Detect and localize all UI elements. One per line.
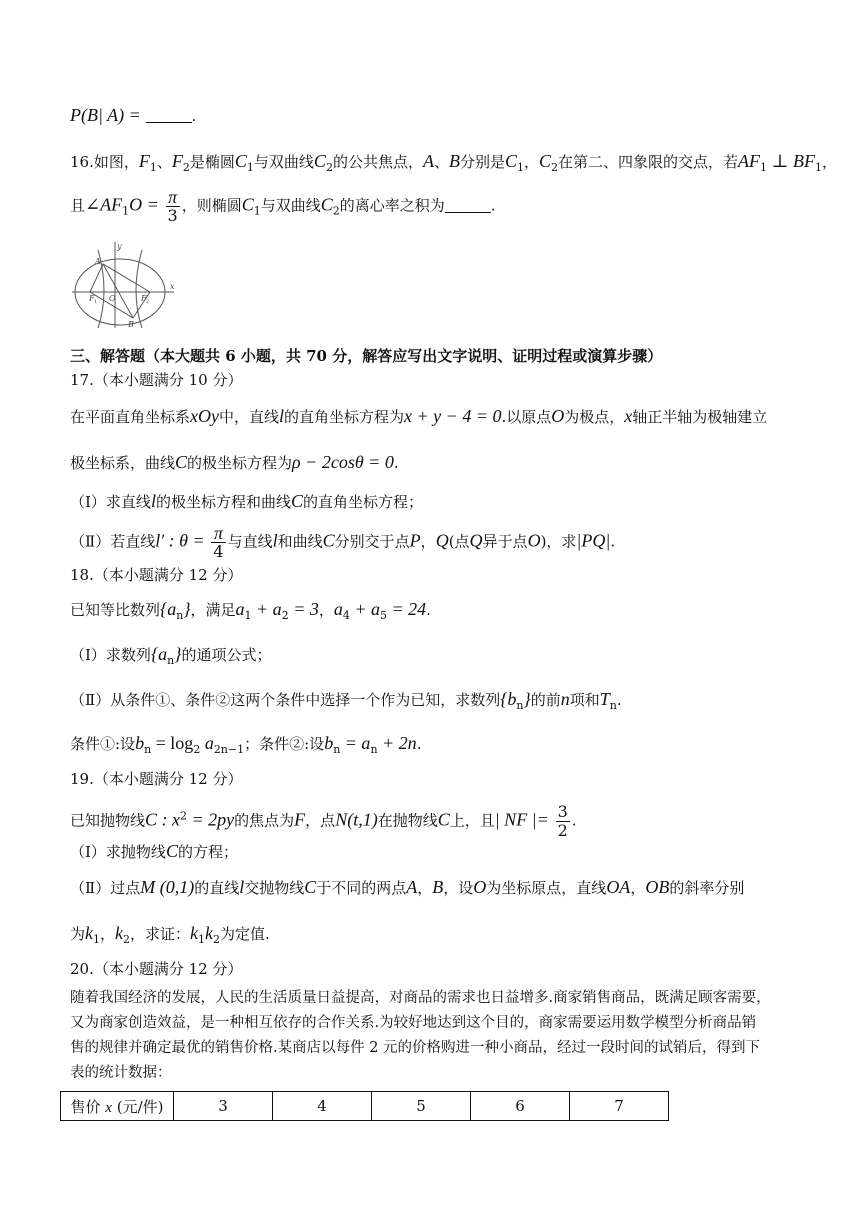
label-a: A [95, 257, 101, 266]
segment-ab [103, 264, 133, 318]
q18-head: 18.（本小题满分 12 分） [70, 566, 243, 584]
q18-part-2: （Ⅱ）从条件①、条件②这两个条件中选择一个作为已知，求数列$\{b_n\}$的前n项和$T_n$. [70, 689, 622, 712]
svg-text:1: 1 [94, 299, 98, 305]
answer-blank [445, 198, 491, 213]
three-halves: $\frac{3}{2}$ [557, 802, 568, 840]
price-table [60, 1091, 669, 1121]
svg-text:2: 2 [146, 299, 150, 305]
label-y: y [117, 242, 122, 251]
answer-blank [146, 108, 192, 123]
q19-line-1: 已知抛物线C : $x^2 = 2py$的焦点为F，点N(t,1)在抛物线C上，且| NF |= $\frac{3}{2}$ . [70, 802, 577, 840]
table-cell: 5 [372, 1092, 471, 1121]
q17-line-1: 在平面直角坐标系xOy中，直线l的直角坐标方程为x + y − 4 = 0.以原点O为极点，x轴正半轴为极轴建立 [70, 406, 768, 426]
section-title: 三、解答题（本大题共 6 小题，共 70 分，解答应写出文字说明、证明过程或演算步骤） [70, 347, 663, 365]
q20-para-2: 又为商家创造效益，是一种相互依存的合作关系.为较好地达到这个目的，商家需要运用数学模型分析商品销 [70, 1015, 757, 1031]
q18-line-1: 已知等比数列$\{a_n\}$，满足$a_1 + a_2 = 3$，$a_4 + a_5 = 24$. [70, 599, 431, 622]
q17-part-1: （Ⅰ）求直线l的极坐标方程和曲线C的直角坐标方程； [70, 491, 423, 511]
q17-part-2: （Ⅱ）若直线l′ : θ = $\frac{\pi}{4}$ 与直线l和曲线C分别交于点P，Q(点Q异于点O)，求|PQ|. [70, 523, 616, 561]
label-f1: F [89, 294, 95, 303]
conditional-probability: P(B| A) = [70, 105, 141, 125]
q19-part-1: （Ⅰ）求抛物线C的方程； [70, 841, 238, 861]
q19-part-2: （Ⅱ）过点M (0,1)的直线l交抛物线C于不同的两点A，B，设O为坐标原点，直线OA，OB的斜率分别 [70, 877, 745, 897]
label-x: x [170, 282, 175, 291]
table-header-price: 售价 x (元/件) [61, 1092, 174, 1121]
q20-head: 20.（本小题满分 12 分） [70, 960, 243, 978]
q16-line-2: 且$\angle AF_1O$ = $\frac{\pi}{3}$ ，则椭圆$C_1$与双曲线$C_2$的离心率之积为 . [70, 187, 496, 225]
label-f2: F [141, 294, 147, 303]
q20-para-4: 表的统计数据： [70, 1065, 172, 1081]
ellipse-hyperbola-figure [70, 238, 182, 330]
q18-part-1: （Ⅰ）求数列$\{a_n\}$的通项公式； [70, 644, 272, 667]
table-cell: 4 [273, 1092, 372, 1121]
table-cell: 7 [570, 1092, 669, 1121]
q18-conditions: 条件①:设$b_n = \log_2 a_{2n-1}$；条件②:设$b_n = a_n + 2n$. [70, 733, 422, 756]
q16-line-1: 16.如图，$F_1$、$F_2$是椭圆$C_1$与双曲线$C_2$的公共焦点，A、B分别是$C_1$，$C_2$在第二、四象限的交点，若$AF_1$ ⊥ $BF_1$， [70, 151, 837, 174]
quadrilateral-a-f1-b-f2 [90, 264, 150, 318]
q19-line-3: 为$k_1$，$k_2$，求证：$k_1k_2$为定值. [70, 923, 270, 946]
q20-para-1: 随着我国经济的发展，人民的生活质量日益提高，对商品的需求也日益增多.商家销售商品，既满足顾客需要， [70, 990, 771, 1006]
table-cell: 3 [174, 1092, 273, 1121]
q17-line-2: 极坐标系，曲线C的极坐标方程为ρ − 2cosθ = 0. [70, 452, 399, 472]
q20-para-3: 售的规律并确定最优的销售价格.某商店以每件 2 元的价格购进一种小商品，经过一段时间的试销后，得到下 [70, 1040, 761, 1056]
pi-over-3: $\frac{\pi}{3}$ [167, 187, 178, 225]
pi-over-4: $\frac{\pi}{4}$ [213, 523, 224, 561]
table-cell: 6 [471, 1092, 570, 1121]
table-row [61, 1092, 669, 1121]
prev-answer-line: P(B| A) = . [70, 105, 197, 125]
label-o: O [109, 294, 116, 303]
label-b: B [128, 320, 134, 329]
q19-head: 19.（本小题满分 12 分） [70, 770, 243, 788]
q17-head: 17.（本小题满分 10 分） [70, 371, 243, 389]
